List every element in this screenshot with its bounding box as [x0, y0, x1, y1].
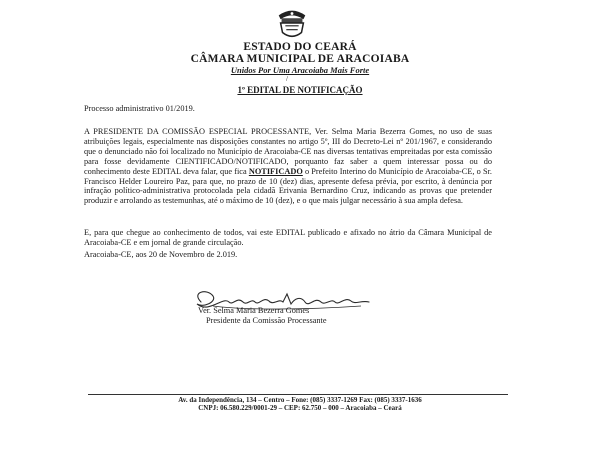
signer-name: Ver. Selma Maria Bezerra Gomes: [198, 306, 310, 315]
state-heading: ESTADO DO CEARÁ: [243, 41, 357, 53]
main-paragraph-end: o Prefeito Interino do Município de Aracoiaba-CE, o Sr. Francisco Helder Loureiro Paz, para que, no prazo de 10 (dez) dias, apresente defesa prévia, por escrito, à denúncia por infração político-administrativa protocolada pela cidadã Erivania Bernardino Cruz, indicando as provas que pretender produzir e arrolando as testemunhas, até o máximo de 10 (dez), e o que mais julgar necessário à sua ampla defesa.: [84, 166, 492, 206]
chamber-heading: CÂMARA MUNICIPAL DE ARACOIABA: [190, 53, 410, 65]
coat-of-arms-icon: [273, 4, 311, 42]
footer-divider: [88, 394, 508, 395]
main-paragraph: [84, 127, 492, 206]
date-line: Aracoiaba-CE, aos 20 de Novembro de 2.019.: [84, 250, 238, 259]
closing-paragraph: E, para que chegue ao conhecimento de todos, vai este EDITAL publicado e afixado no átrio da Câmara Municipal de Aracoiaba-CE e em jornal de grande circulação.: [84, 228, 492, 247]
signer-role: Presidente da Comissão Processante: [206, 316, 327, 325]
margin-mark: /: [286, 75, 288, 83]
process-number: Processo administrativo 01/2019.: [84, 104, 195, 113]
chamber-motto: Unidos Por Uma Aracoiaba Mais Forte: [230, 65, 370, 75]
main-paragraph-start: A PRESIDENTE DA COMISSÃO ESPECIAL PROCESSANTE, Ver. Selma Maria Bezerra Gomes, no uso de suas atribuições legais, especialmente nas disposições constantes no artigo 5º, III do Decreto-Lei nº 201/1967, e considerando que o denunciado não foi localizado no Município de Aracoiaba-CE nas diversas tentativas empreitadas por esta comissão para fosse devidamente CIENTIFICADO/NOTIFICADO, porquanto faz saber a quem interessar possa ou do conhecimento deste EDITAL deva falar, que fica: [84, 127, 492, 176]
document-title: 1º EDITAL DE NOTIFICAÇÃO: [237, 85, 363, 95]
footer-registry: CNPJ: 06.580.229/0001-29 – CEP: 62.750 – 000 – Aracoiaba – Ceará: [198, 404, 402, 412]
footer-address: Av. da Independência, 134 – Centro – Fone: (085) 3337-1269 Fax: (085) 3337-1636: [178, 396, 422, 404]
notified-emphasis: NOTIFICADO: [248, 166, 303, 176]
